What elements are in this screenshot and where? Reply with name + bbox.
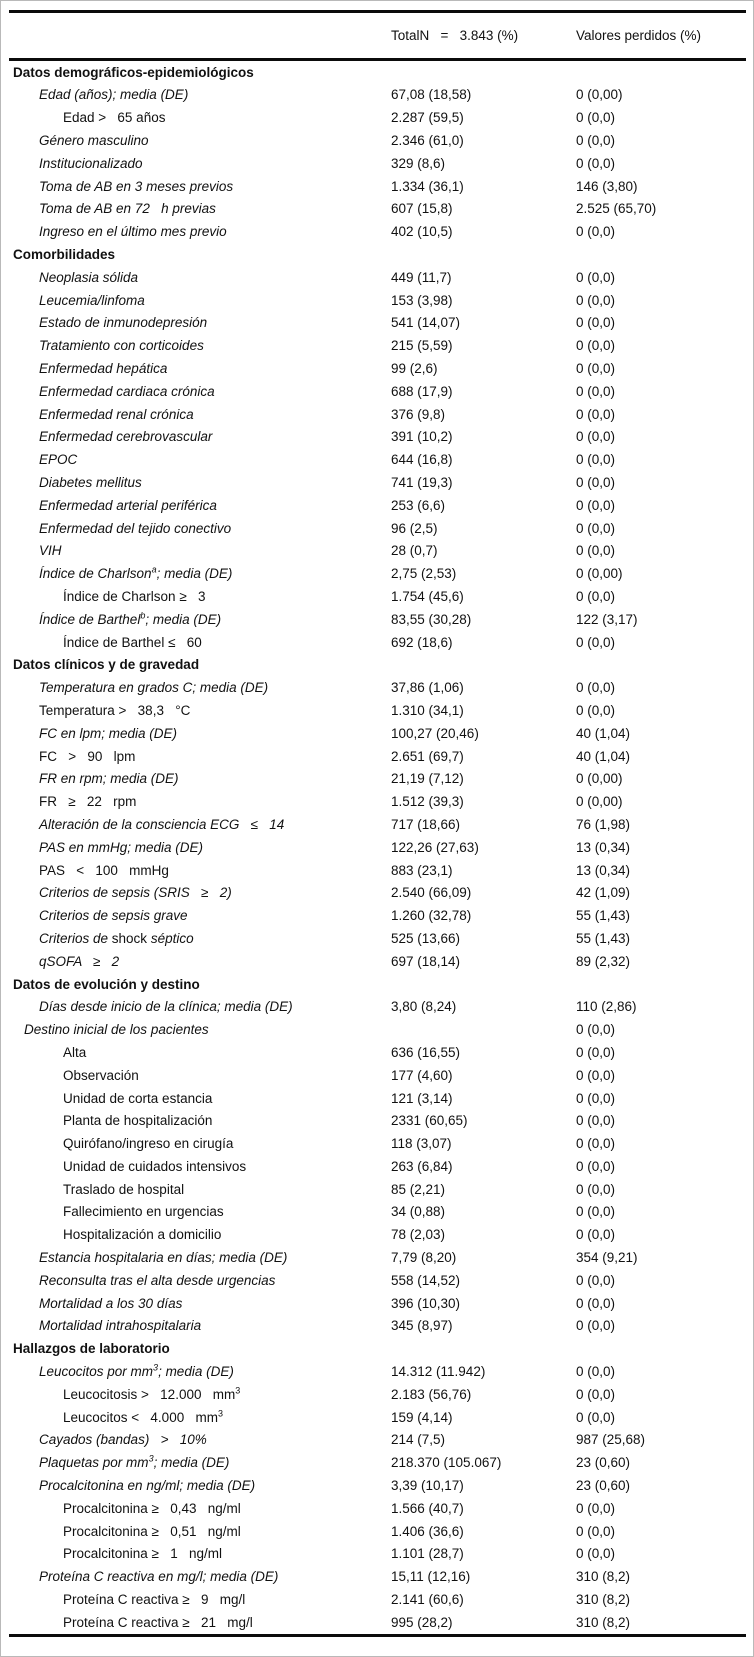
table-row [9,1064,746,1087]
total-value: 2.141 (60,6) [391,1592,464,1608]
row-label: Leucemia/linfoma [39,292,145,308]
missing-value: 0 (0,0) [576,543,616,559]
section-missing-cell [576,654,746,677]
missing-value: 89 (2,32) [576,953,631,969]
missing-value: 0 (0,0) [576,1227,616,1243]
table-row [9,221,746,244]
row-label: Toma de AB en 72 h previas [39,201,216,217]
table-row [9,699,746,722]
section-title: Datos clínicos y de gravedad [13,657,200,673]
total-value: 2.346 (61,0) [391,133,464,149]
total-value: 263 (6,84) [391,1158,453,1174]
section-title: Datos demográficos-epidemiológicos [13,64,254,80]
missing-value: 13 (0,34) [576,839,631,855]
total-value: 1.754 (45,6) [391,588,464,604]
section-row [9,654,746,677]
row-label: Leucocitos por $mm^3$; media (DE) [39,1362,234,1380]
row-label: VIH [39,543,62,559]
table-row [9,1018,746,1041]
missing-value: 0 (0,00) [576,566,623,582]
total-value: 83,55 (30,28) [391,611,472,627]
missing-value: 0 (0,0) [576,1113,616,1129]
total-value: 21,19 (7,12) [391,771,464,787]
missing-value: 0 (0,0) [576,1386,616,1402]
missing-value: 0 (0,0) [576,383,616,399]
table-row [9,1110,746,1133]
row-label: Quirófano/ingreso en cirugía [63,1136,234,1152]
row-label: Alta [63,1044,87,1060]
total-value: 697 (18,14) [391,953,461,969]
row-label: Traslado de hospital [63,1181,185,1197]
total-value: 253 (6,6) [391,497,446,513]
table-row [9,403,746,426]
total-value: 1.334 (36,1) [391,178,464,194]
row-label: Procalcitonina en ng/ml; media (DE) [39,1478,256,1494]
row-label: Unidad de cuidados intensivos [63,1158,247,1174]
missing-value: 0 (0,0) [576,133,616,149]
row-label: Estado de inmunodepresión [39,315,208,331]
table-row [9,1224,746,1247]
total-value: 558 (14,52) [391,1272,461,1288]
total-value: 34 (0,88) [391,1204,446,1220]
missing-value: 0 (0,0) [576,452,616,468]
row-label: Índice de Barthel ≤ 60 [63,634,202,650]
total-value: 159 (4,14) [391,1409,453,1425]
header-missing-column: Valores perdidos (%) [576,12,746,60]
total-value: 215 (5,59) [391,338,453,354]
missing-value: 0 (0,0) [576,429,616,445]
table-row [9,836,746,859]
total-value: 3,39 (10,17) [391,1478,464,1494]
row-label: Enfermedad cerebrovascular [39,429,213,445]
row-label: Procalcitonina ≥ 0,43 ng/ml [63,1500,241,1516]
missing-value: 0 (0,0) [576,1364,616,1380]
total-value: 2331 (60,65) [391,1113,468,1129]
table-row [9,1543,746,1566]
row-label: Género masculino [39,133,149,149]
row-label: Ingreso en el último mes previo [39,224,227,240]
row-label: Toma de AB en 3 meses previos [39,178,234,194]
row-label: Índice de Charlson ≥ 3 [63,588,206,604]
table-row [9,1497,746,1520]
table-row [9,1383,746,1406]
row-label: Neoplasia sólida [39,269,139,285]
total-value: 541 (14,07) [391,315,461,331]
section-title: Hallazgos de laboratorio [13,1341,170,1357]
row-label: Proteína C reactiva ≥ 9 mg/l [63,1592,246,1608]
total-value: 636 (16,55) [391,1044,461,1060]
row-label: Plaquetas por $mm^3$; media (DE) [39,1453,230,1471]
row-label: Mortalidad a los 30 días [39,1295,183,1311]
row-label: FR ≥ 22 rpm [39,794,137,810]
table-row [9,1087,746,1110]
missing-value: 987 (25,68) [576,1432,646,1448]
table-row [9,1155,746,1178]
table-row [9,904,746,927]
table-row [9,335,746,358]
total-value: 1.406 (36,6) [391,1523,464,1539]
table-row [9,677,746,700]
total-value: 99 (2,6) [391,361,438,376]
total-value: 15,11 (12,16) [391,1569,471,1585]
table-row [9,449,746,472]
missing-value: 0 (0,00) [576,771,623,787]
section-row [9,243,746,266]
table-row [9,608,746,631]
statistics-table-wrap [9,10,745,1637]
section-total-cell [391,654,576,677]
table-row [9,722,746,745]
total-value: 214 (7,5) [391,1432,446,1448]
table-row [9,426,746,449]
missing-value: 0 (0,0) [576,155,616,171]
missing-value: 0 (0,0) [576,497,616,513]
section-title: Comorbilidades [13,247,116,263]
missing-value: 0 (0,0) [576,1067,616,1083]
row-label: Edad > 65 años [63,110,166,126]
missing-value: 310 (8,2) [576,1592,631,1608]
table-row [9,175,746,198]
total-value: 85 (2,21) [391,1181,446,1197]
missing-value: 0 (0,0) [576,588,616,604]
table-row [9,1269,746,1292]
table-row [9,563,746,586]
table-row [9,631,746,654]
row-label: Procalcitonina ≥ 0,51 ng/ml [63,1523,241,1539]
missing-value: 0 (0,0) [576,1181,616,1197]
missing-value: 0 (0,0) [576,315,616,331]
table-row [9,1292,746,1315]
missing-value: 0 (0,0) [576,269,616,285]
table-row [9,1201,746,1224]
table-header [9,12,746,60]
row-label: Edad (años); media (DE) [39,87,189,103]
table-row [9,517,746,540]
table-row [9,791,746,814]
total-value: 2.540 (66,09) [391,885,472,901]
total-value: 345 (8,97) [391,1318,453,1334]
total-value: 1.310 (34,1) [391,702,464,718]
missing-value: 310 (8,2) [576,1569,631,1585]
missing-value: 0 (0,00) [576,794,623,810]
total-value: 741 (19,3) [391,474,453,490]
section-total-cell [391,1338,576,1361]
missing-value: 40 (1,04) [576,725,631,741]
table-row [9,950,746,973]
row-label: Enfermedad del tejido conectivo [39,520,232,536]
missing-value: 0 (0,0) [576,1409,616,1425]
row-label: FC > 90 lpm [39,748,136,764]
missing-value: 0 (0,0) [576,1044,616,1060]
total-value: 28 (0,7) [391,543,438,559]
table-row [9,152,746,175]
total-value: 2.651 (69,7) [391,748,464,764]
section-missing-cell [576,243,746,266]
section-missing-cell [576,60,746,84]
total-value: 1.512 (39,3) [391,794,464,810]
missing-value: 0 (0,0) [576,224,616,240]
row-label: Tratamiento con corticoides [39,338,204,354]
table-row [9,1588,746,1611]
row-label: Proteína C reactiva ≥ 21 mg/l [63,1614,253,1630]
missing-value: 2.525 (65,70) [576,201,657,217]
total-value: 607 (15,8) [391,201,453,217]
missing-value: 0 (0,0) [576,1158,616,1174]
missing-value: 110 (2,86) [576,999,637,1015]
row-label: qSOFA ≥ 2 [39,953,120,969]
total-value: 2.183 (56,76) [391,1386,472,1402]
table-row [9,745,746,768]
section-missing-cell [576,973,746,996]
total-value: 391 (10,2) [391,429,453,445]
section-row [9,973,746,996]
table-row [9,859,746,882]
row-label: EPOC [39,452,78,468]
section-total-cell [391,973,576,996]
section-row [9,60,746,84]
table-row [9,1132,746,1155]
section-row [9,1338,746,1361]
missing-value: 0 (0,0) [576,1295,616,1311]
row-label: Enfermedad cardiaca crónica [39,383,215,399]
table-row [9,198,746,221]
row-label: Días desde inicio de la clínica; media (DE) [39,999,293,1015]
row-label: Enfermedad hepática [39,361,168,376]
missing-value: 146 (3,80) [576,178,638,194]
row-label: Criterios de sepsis grave [39,908,188,924]
total-value: 118 (3,07) [391,1136,452,1152]
row-label: Criterios de shock séptico [39,930,194,946]
total-value: 122,26 (27,63) [391,839,479,855]
table-row [9,107,746,130]
table-row [9,129,746,152]
table-row [9,84,746,107]
missing-value: 354 (9,21) [576,1250,638,1266]
total-value: 2.287 (59,5) [391,110,464,126]
table-row [9,1520,746,1543]
missing-value: 0 (0,0) [576,1272,616,1288]
total-value: 717 (18,66) [391,816,461,832]
row-label: Mortalidad intrahospitalaria [39,1318,202,1334]
row-label: PAS < 100 mmHg [39,862,169,878]
total-value: 153 (3,98) [391,292,453,308]
missing-value: 0 (0,00) [576,87,623,103]
total-value: 376 (9,8) [391,406,446,422]
row-label: Estancia hospitalaria en días; media (DE) [39,1250,288,1266]
header-total-column: TotalN = 3.843 (%) [391,12,576,60]
row-label: Temperatura > 38,3 °C [39,702,191,718]
total-value: 329 (8,6) [391,155,446,171]
missing-value: 0 (0,0) [576,1022,616,1038]
missing-value: 0 (0,0) [576,110,616,126]
total-value: 402 (10,5) [391,224,453,240]
table-row [9,1360,746,1383]
missing-value: 0 (0,0) [576,1090,616,1106]
missing-value: 23 (0,60) [576,1478,631,1494]
row-label: Leucocitos < 4.000 $mm^3$ [63,1408,223,1425]
total-value: 525 (13,66) [391,930,461,946]
total-value: 688 (17,9) [391,383,453,399]
table-row [9,1178,746,1201]
table-row [9,1474,746,1497]
table-row [9,494,746,517]
row-label: Unidad de corta estancia [63,1090,213,1106]
missing-value: 0 (0,0) [576,1204,616,1220]
row-label: Leucocitosis > 12.000 $mm^3$ [63,1385,241,1402]
total-value [391,1018,576,1041]
missing-value: 0 (0,0) [576,361,616,376]
missing-value: 55 (1,43) [576,930,631,946]
row-label: Cayados (bandas) > 10% [39,1432,207,1448]
row-label: Enfermedad arterial periférica [39,497,217,513]
row-label: FC en lpm; media (DE) [39,725,178,741]
total-value: 692 (18,6) [391,634,453,650]
row-label: Índice de Barthel$^b$; media (DE) [39,610,222,627]
missing-value: 23 (0,60) [576,1455,631,1471]
header-empty-cell [9,12,391,60]
missing-value: 0 (0,0) [576,474,616,490]
section-missing-cell [576,1338,746,1361]
table-row [9,1611,746,1635]
total-value: 3,80 (8,24) [391,999,457,1015]
header-row [9,12,746,60]
total-value: 644 (16,8) [391,452,453,468]
row-label: FR en rpm; media (DE) [39,771,179,787]
table-row [9,768,746,791]
missing-value: 40 (1,04) [576,748,631,764]
missing-value: 0 (0,0) [576,702,616,718]
missing-value: 42 (1,09) [576,885,631,901]
total-value: 2,75 (2,53) [391,566,457,582]
total-value: 449 (11,7) [391,269,452,285]
table-row [9,927,746,950]
row-label: Criterios de sepsis (SRIS ≥ 2) [39,885,232,901]
missing-value: 0 (0,0) [576,634,616,650]
row-label: Temperatura en grados C; media (DE) [39,680,269,696]
section-total-cell [391,243,576,266]
total-value: 96 (2,5) [391,520,438,536]
table-row [9,471,746,494]
section-title: Datos de evolución y destino [13,976,200,992]
total-value: 883 (23,1) [391,862,453,878]
row-label: Institucionalizado [39,155,143,171]
table-row [9,380,746,403]
total-value: 1.260 (32,78) [391,908,472,924]
table-row [9,266,746,289]
row-label: Proteína C reactiva en mg/l; media (DE) [39,1569,279,1585]
table-row [9,1452,746,1475]
total-value: 37,86 (1,06) [391,680,464,696]
missing-value: 0 (0,0) [576,680,616,696]
missing-value: 0 (0,0) [576,338,616,354]
missing-value: 310 (8,2) [576,1614,631,1630]
missing-value: 122 (3,17) [576,611,638,627]
missing-value: 0 (0,0) [576,406,616,422]
row-label: Reconsulta tras el alta desde urgencias [39,1272,276,1288]
row-label: Destino inicial de los pacientes [24,1022,209,1038]
missing-value: 13 (0,34) [576,862,631,878]
row-label: Diabetes mellitus [39,474,142,490]
table-row [9,1041,746,1064]
total-value: 218.370 (105.067) [391,1455,502,1471]
descriptive-statistics-table [9,10,746,1637]
row-label: Enfermedad renal crónica [39,406,194,422]
table-row [9,1429,746,1452]
missing-value: 0 (0,0) [576,520,616,536]
row-label: Fallecimiento en urgencias [63,1204,224,1220]
total-value: 78 (2,03) [391,1227,446,1243]
missing-value: 0 (0,0) [576,1318,616,1334]
total-value: 995 (28,2) [391,1614,453,1630]
missing-value: 0 (0,0) [576,1136,616,1152]
total-value: 14.312 (11.942) [391,1364,486,1380]
total-value: 67,08 (18,58) [391,87,472,103]
section-total-cell [391,60,576,84]
table-row [9,1566,746,1589]
table-row [9,540,746,563]
table-row [9,882,746,905]
total-value: 177 (4,60) [391,1067,453,1083]
table-row [9,1406,746,1429]
table-row [9,585,746,608]
missing-value: 0 (0,0) [576,1523,616,1539]
row-label: Observación [63,1067,139,1083]
total-value: 7,79 (8,20) [391,1250,457,1266]
table-row [9,813,746,836]
table-row [9,1315,746,1338]
missing-value: 0 (0,0) [576,1500,616,1516]
missing-value: 76 (1,98) [576,816,631,832]
table-row [9,357,746,380]
total-value: 121 (3,14) [391,1090,453,1106]
missing-value: 0 (0,0) [576,1546,616,1562]
table-row [9,289,746,312]
row-label: Planta de hospitalización [63,1113,213,1129]
missing-value: 0 (0,0) [576,292,616,308]
total-value: 396 (10,30) [391,1295,461,1311]
table-row [9,1246,746,1269]
table-body [9,60,746,1636]
missing-value: 55 (1,43) [576,908,631,924]
row-label: Alteración de la consciencia ECG ≤ 14 [39,816,285,832]
row-label: Hospitalización a domicilio [63,1227,222,1243]
row-label: Procalcitonina ≥ 1 ng/ml [63,1546,222,1562]
total-value: 100,27 (20,46) [391,725,479,741]
table-row [9,996,746,1019]
total-value: 1.101 (28,7) [391,1546,464,1562]
table-row [9,312,746,335]
row-label: Índice de Charlson$^a$; media (DE) [39,564,233,582]
row-label: PAS en mmHg; media (DE) [39,839,204,855]
total-value: 1.566 (40,7) [391,1500,464,1516]
